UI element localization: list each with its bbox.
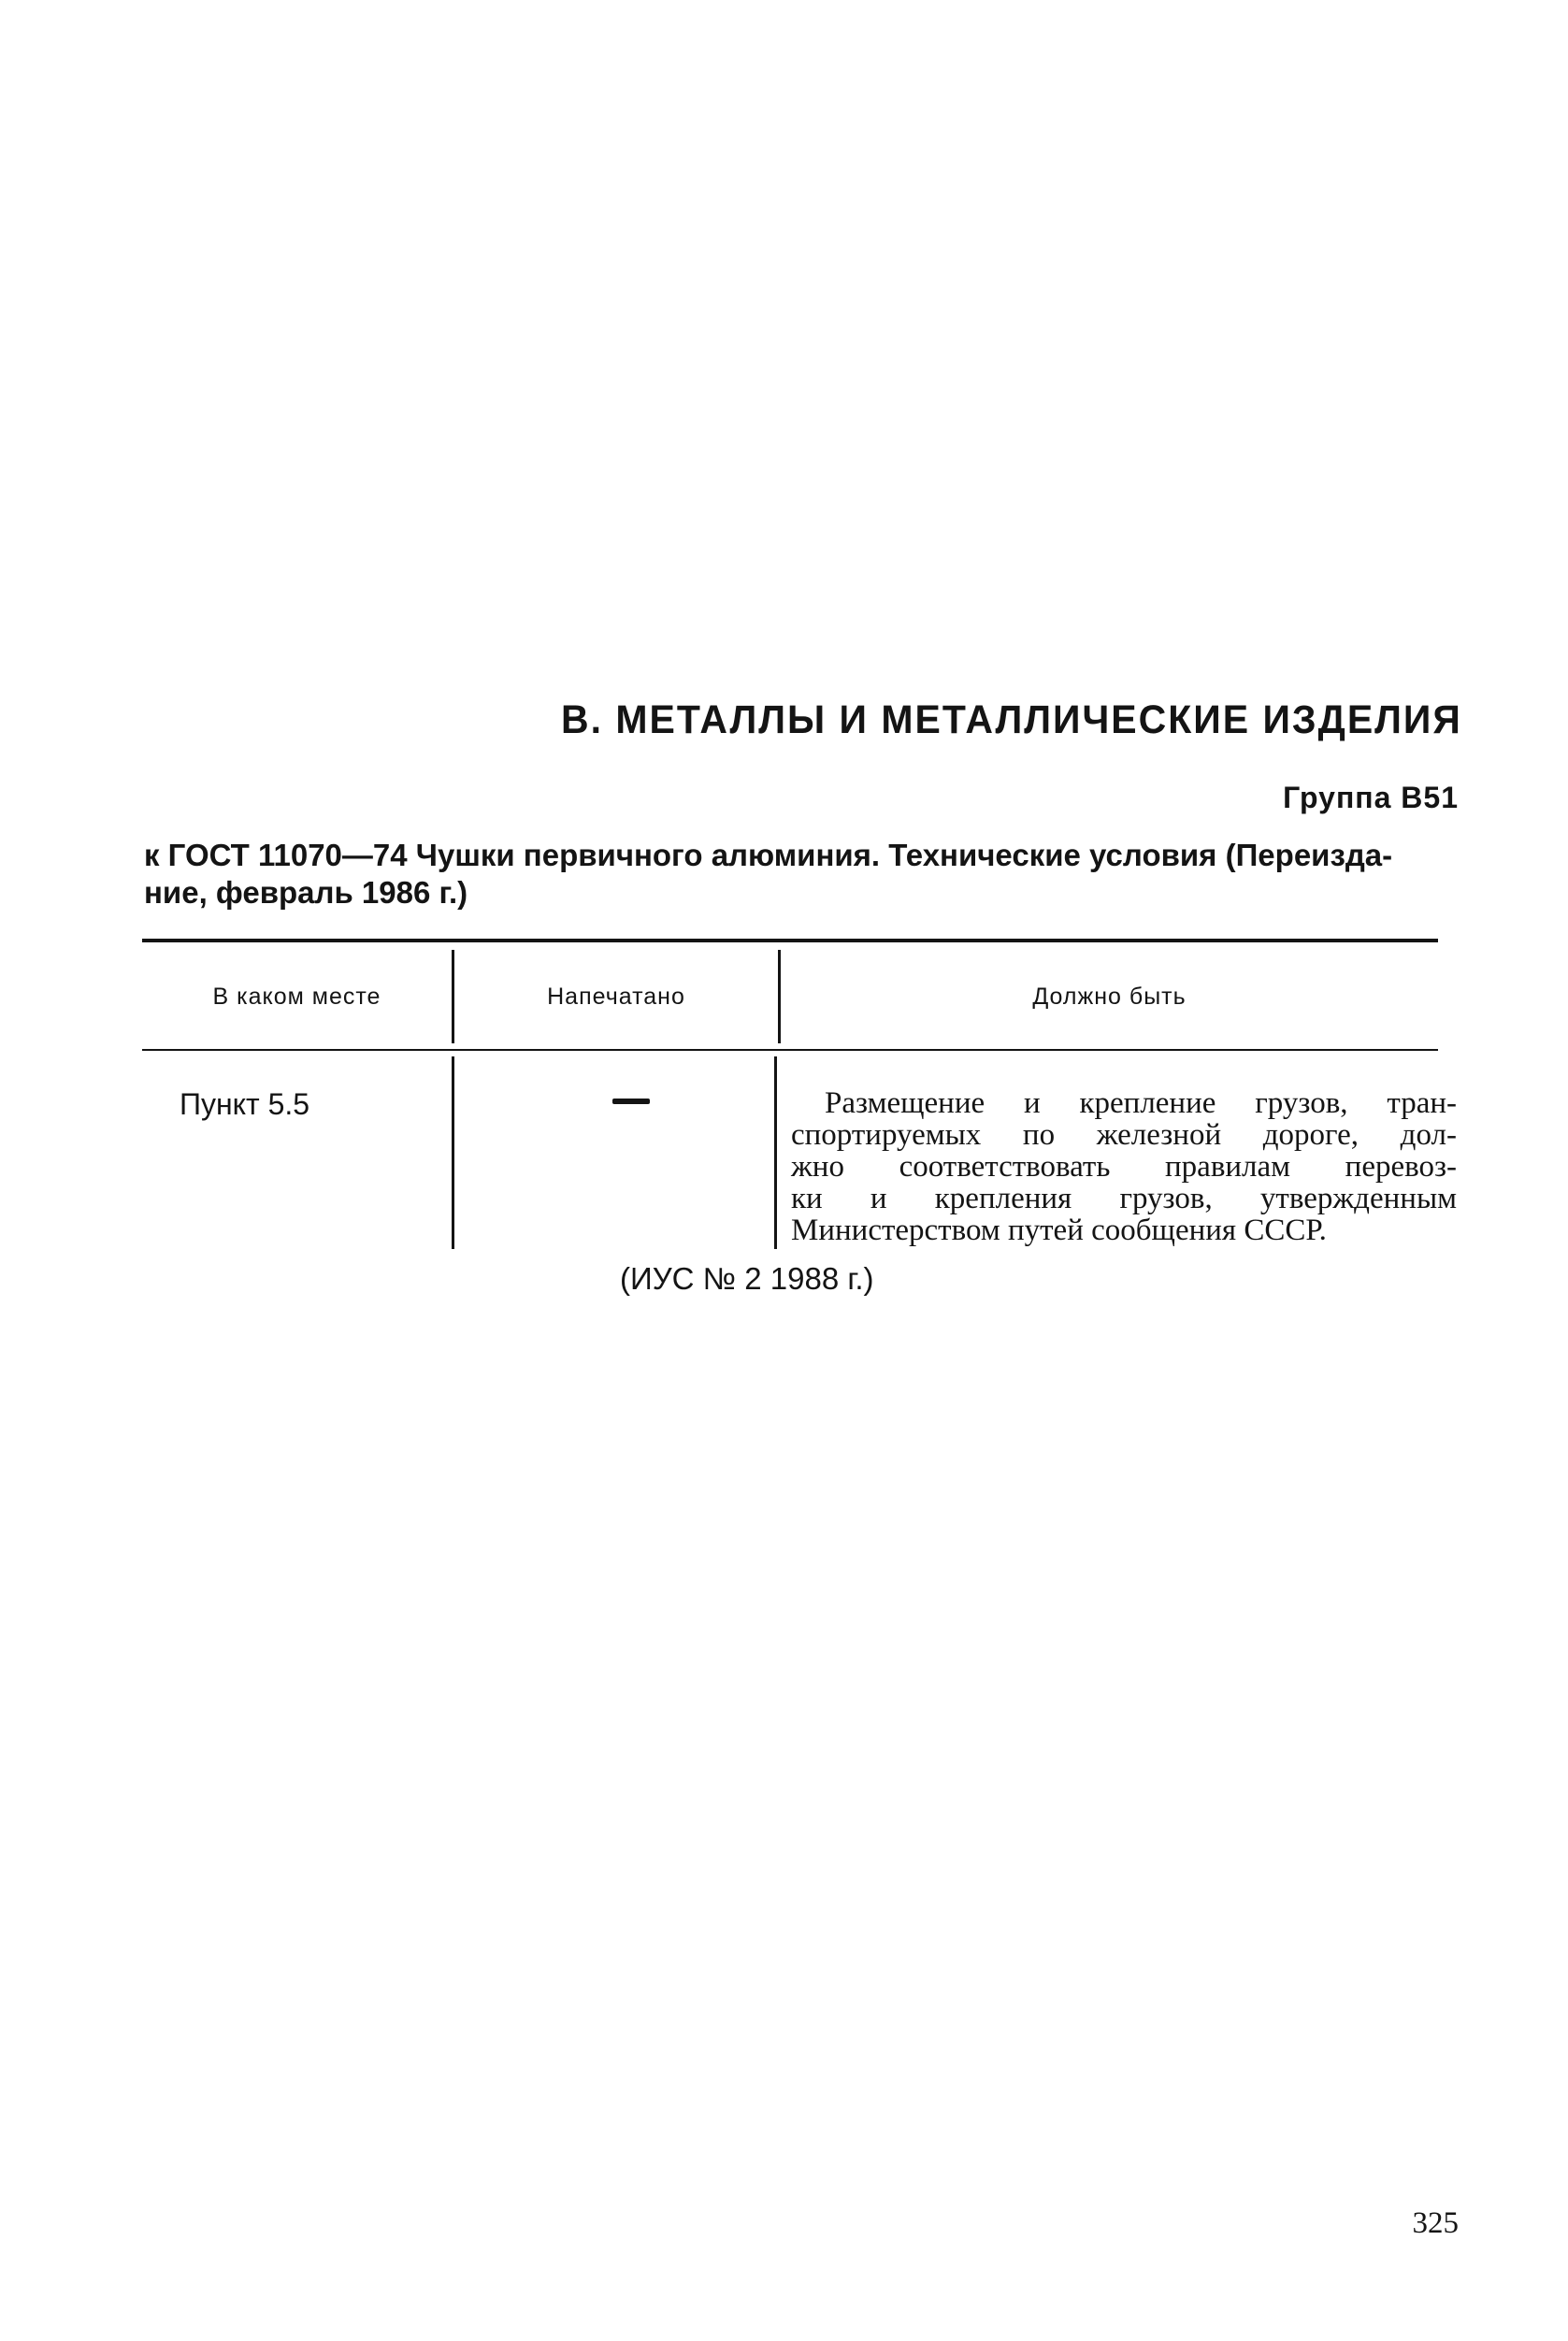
cell-should-be-line: жно соответствовать правилам перевоз-	[791, 1150, 1457, 1184]
subject-line-1: к ГОСТ 11070—74 Чушки первичного алюминия. Технические условия (Переизда-	[144, 838, 1393, 872]
cell-should-be-line: Министерством путей сообщения СССР.	[791, 1214, 1327, 1247]
page-number: 325	[1412, 2206, 1459, 2240]
header-place: В каком месте	[212, 984, 381, 1010]
cell-should-be-line: ки и крепления грузов, утвержденным	[791, 1182, 1457, 1215]
cell-place: Пункт 5.5	[180, 1087, 310, 1121]
table-top-rule	[142, 939, 1438, 942]
table-header-rule	[142, 1049, 1438, 1051]
section-title: В. МЕТАЛЛЫ И МЕТАЛЛИЧЕСКИЕ ИЗДЕЛИЯ	[561, 697, 1462, 742]
column-divider	[452, 1056, 454, 1249]
cell-should-be-line: спортируемых по железной дороге, дол-	[791, 1118, 1457, 1152]
cell-printed-dash	[612, 1099, 650, 1104]
subject-line	[144, 837, 1444, 912]
header-should-be: Должно быть	[1032, 984, 1187, 1010]
publication-reference: (ИУС № 2 1988 г.)	[620, 1261, 874, 1296]
group-label: Группа В51	[1283, 781, 1459, 814]
cell-should-be-line: Размещение и крепление грузов, тран-	[825, 1086, 1457, 1120]
header-printed: Напечатано	[547, 984, 685, 1010]
subject-line-2: ние, февраль 1986 г.)	[144, 875, 468, 910]
cell-should-be	[791, 1087, 1457, 1246]
column-divider	[774, 1056, 777, 1249]
